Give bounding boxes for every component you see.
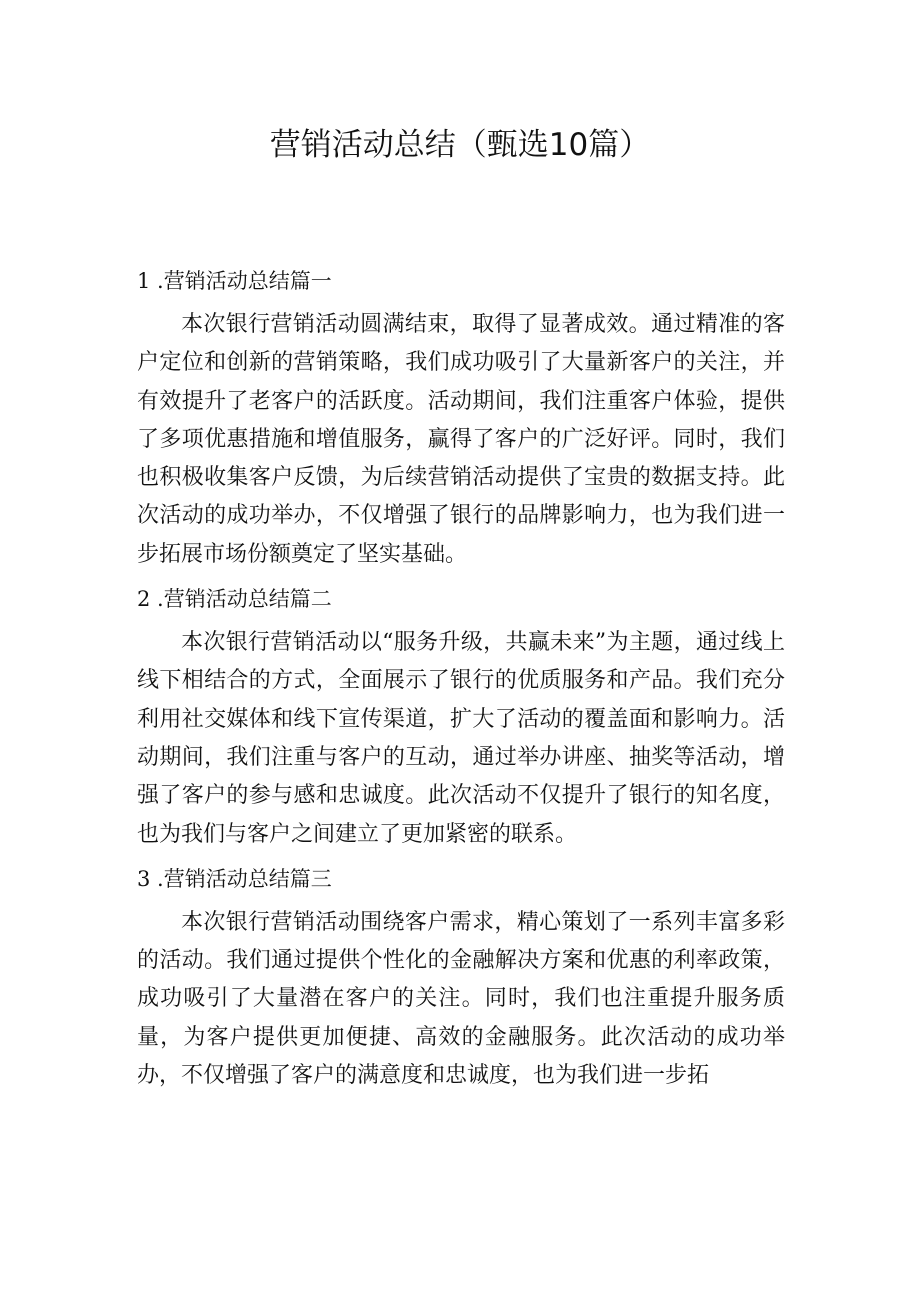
- section-heading-2: 2 .营销活动总结篇二: [137, 587, 332, 612]
- section-paragraph-1: 本次银行营销活动圆满结束，取得了显著成效。通过精准的客户定位和创新的营销策略，我们成功吸引了大量新客户的关注，并有效提升了老客户的活跃度。活动期间，我们注重客户体验，提供了多项优惠措施和增值服务，赢得了客户的广泛好评。同时，我们也积极收集客户反馈，为后续营销活动提供了宝贵的数据支持。此次活动的成功举办，不仅增强了银行的品牌影响力，也为我们进一步拓展市场份额奠定了坚实基础。: [137, 312, 785, 567]
- document-body: [137, 262, 785, 1101]
- section-paragraph-3: 本次银行营销活动围绕客户需求，精心策划了一系列丰富多彩的活动。我们通过提供个性化的金融解决方案和优惠的利率政策，成功吸引了大量潜在客户的关注。同时，我们也注重提升服务质量，为客户提供更加便捷、高效的金融服务。此次活动的成功举办，不仅增强了客户的满意度和忠诚度，也为我们进一步拓: [137, 909, 785, 1089]
- section-heading-3: 3 .营销活动总结篇三: [137, 866, 332, 891]
- section-paragraph-2: 本次银行营销活动以“服务升级，共赢未来”为主题，通过线上线下相结合的方式，全面展示了银行的优质服务和产品。我们充分利用社交媒体和线下宣传渠道，扩大了活动的覆盖面和影响力。活动期间，我们注重与客户的互动，通过举办讲座、抽奖等活动，增强了客户的参与感和忠诚度。此次活动不仅提升了银行的知名度，也为我们与客户之间建立了更加紧密的联系。: [137, 630, 785, 847]
- section-heading-1: 1 .营销活动总结篇一: [137, 269, 332, 293]
- document-title: 营销活动总结（甄选10篇）: [269, 127, 651, 163]
